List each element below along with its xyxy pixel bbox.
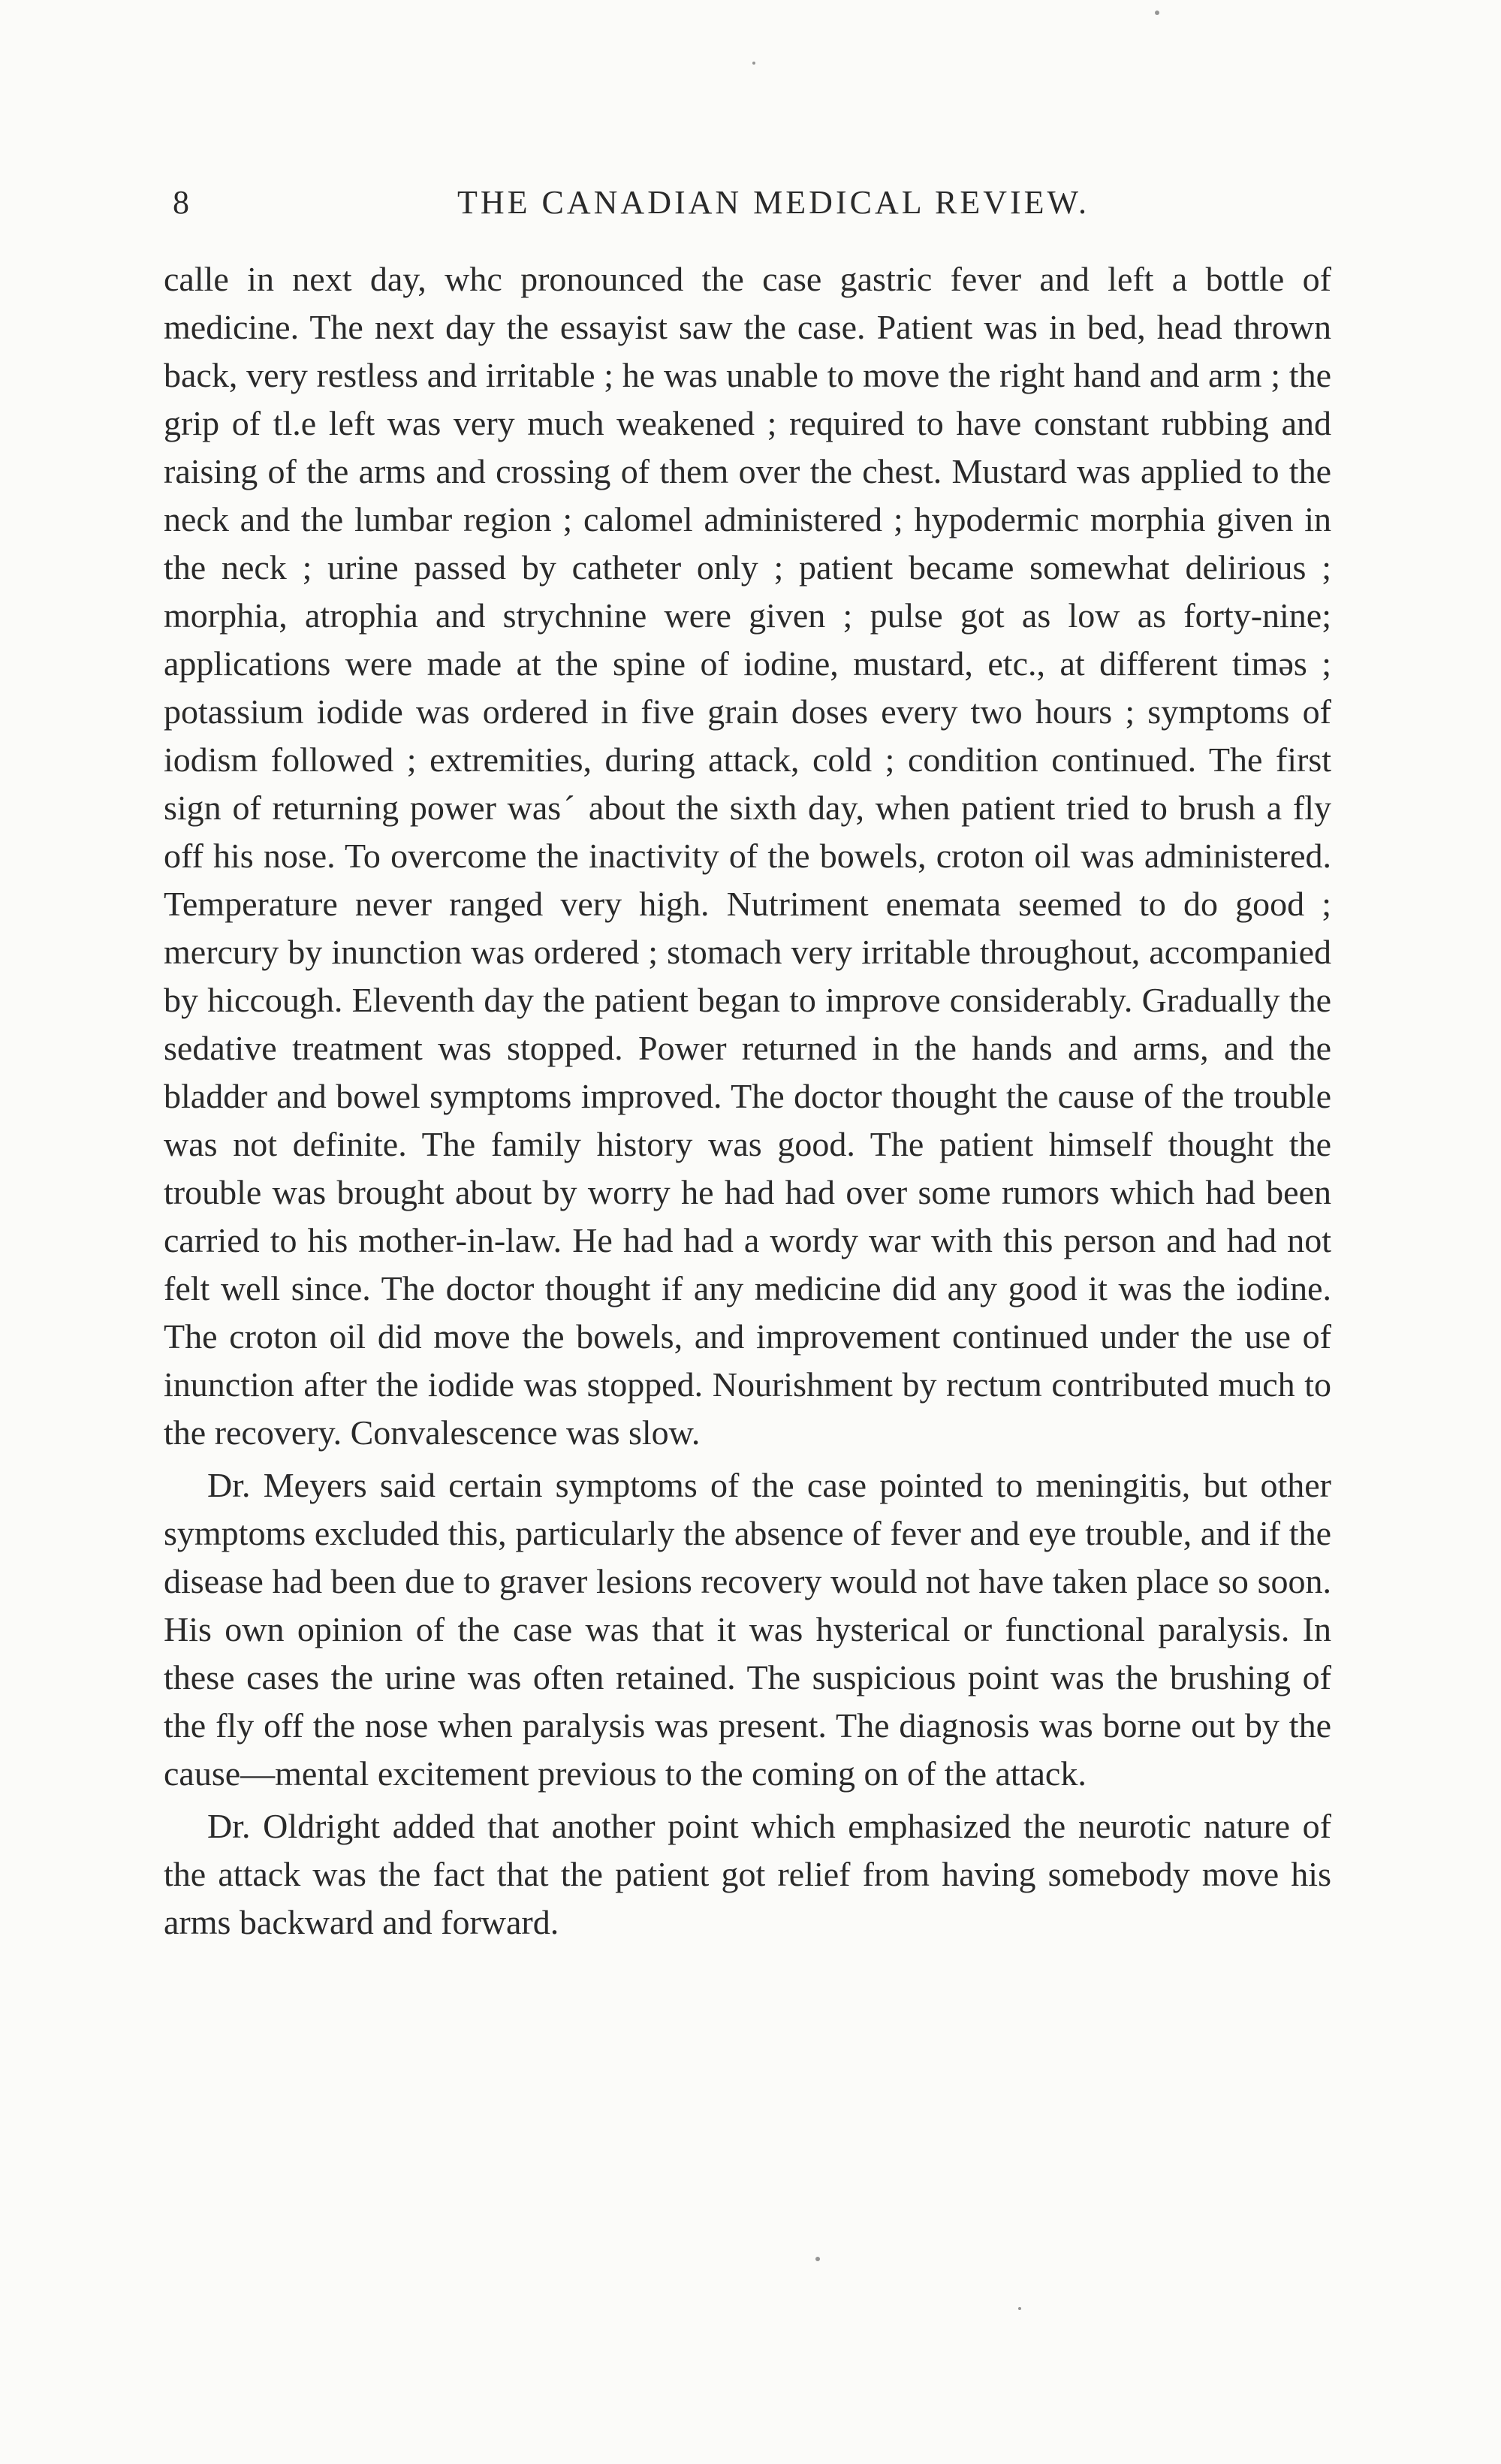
body-text	[164, 255, 1331, 1947]
running-head: THE CANADIAN MEDICAL REVIEW.	[457, 184, 1090, 221]
print-speck	[815, 2257, 820, 2261]
print-speck	[1018, 2307, 1021, 2310]
paragraph-dr-oldright: Dr. Oldright added that another point which emphasized the neurotic nature of the attack was the fact that the patient got relief from having somebody move his arms backward and forward.	[164, 1807, 1331, 1941]
print-speck	[752, 62, 755, 65]
paragraph-dr-meyers: Dr. Meyers said certain symptoms of the case pointed to meningitis, but other symptoms excluded this, particularly the absence of fever and eye trouble, and if the disease had been due to graver lesions recovery would not have taken place so soon. His own opinion of the case was that it was hysterical or functional paralysis. In these cases the urine was often retained. The suspicious point was the brushing of the fly off the nose when paralysis was present. The diagnosis was borne out by the cause—mental excitement previous to the coming on of the attack.	[164, 1466, 1331, 1793]
page-header	[173, 180, 1329, 233]
paragraph-case-report: calle in next day, whc pronounced the case gastric fever and left a bottle of medicine. The next day the essayist saw the case. Patient was in bed, head thrown back, very restless and irritable ; he was unable to move the right hand and arm ; the grip of tl.e left was very much weakened ; required to have constant rubbing and raising of the arms and crossing of them over the chest. Mustard was applied to the neck and the lumbar region ; calomel administered ; hypodermic morphia given in the neck ; urine passed by catheter only ; patient became somewhat delirious ; morphia, atrophia and strychnine were given ; pulse got as low as forty-nine; applications were made at the spine of iodine, mustard, etc., at different timəs ; potassium iodide was ordered in five grain doses every two hours ; symptoms of iodism followed ; extremities, during attack, cold ; condition continued. The first sign of returning power wasˊ about the sixth day, when patient tried to brush a fly off his nose. To overcome the inactivity of the bowels, croton oil was administered. Temperature never ranged very high. Nutriment enemata seemed to do good ; mercury by inunction was ordered ; stomach very irritable throughout, accompanied by hiccough. Eleventh day the patient began to improve considerably. Gradually the sedative treatment was stopped. Power returned in the hands and arms, and the bladder and bowel symptoms improved. The doctor thought the cause of the trouble was not definite. The family history was good. The patient himself thought the trouble was brought about by worry he had had over some rumors which had been carried to his mother-in-law. He had had a wordy war with this person and had not felt well since. The doctor thought if any medicine did any good it was the iodine. The croton oil did move the bowels, and improvement continued under the use of inunction after the iodide was stopped. Nourishment by rectum contributed much to the recovery. Convalescence was slow.	[164, 260, 1331, 1452]
print-speck	[1155, 11, 1159, 15]
page-number: 8	[173, 184, 189, 221]
